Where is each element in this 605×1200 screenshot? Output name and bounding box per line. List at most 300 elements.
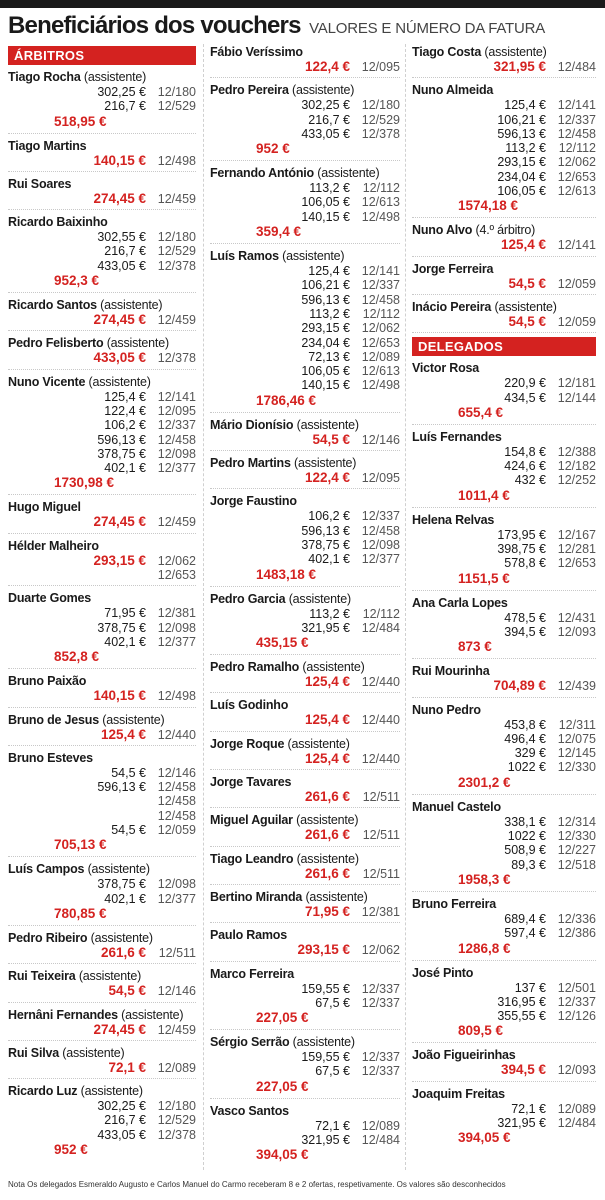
voucher-line bbox=[8, 877, 196, 891]
voucher-line bbox=[8, 1099, 196, 1113]
beneficiary-entry bbox=[210, 851, 400, 885]
voucher-amount: 159,55 € bbox=[301, 1050, 350, 1065]
beneficiary-role: (assistente) bbox=[100, 298, 163, 313]
beneficiary-name bbox=[8, 375, 196, 390]
voucher-line bbox=[8, 1061, 196, 1075]
voucher-amount: 274,45 € bbox=[93, 514, 146, 530]
voucher-line bbox=[8, 1128, 196, 1142]
voucher-line bbox=[8, 635, 196, 649]
beneficiary-role: (assistente) bbox=[62, 1045, 125, 1060]
voucher-line bbox=[210, 350, 400, 364]
voucher-line bbox=[8, 621, 196, 635]
voucher-line bbox=[8, 606, 196, 620]
beneficiary-name bbox=[8, 751, 196, 766]
beneficiary-entry bbox=[8, 214, 196, 293]
voucher-line bbox=[412, 625, 596, 639]
beneficiary-entry bbox=[8, 930, 196, 964]
page-title: Beneficiários dos vouchers bbox=[8, 12, 301, 39]
invoice-number: 12/141 bbox=[361, 264, 400, 279]
invoice-number: 12/529 bbox=[157, 99, 196, 114]
voucher-amount: 67,5 € bbox=[315, 1064, 350, 1079]
beneficiary-entry bbox=[210, 493, 400, 586]
beneficiary-entry bbox=[412, 595, 596, 660]
beneficiary-role: (assistente) bbox=[484, 45, 547, 59]
invoice-number: 12/378 bbox=[157, 258, 196, 273]
beneficiary-role: (assistente) bbox=[90, 930, 153, 945]
beneficiary-role: (assistente) bbox=[106, 336, 169, 351]
invoice-number: 12/378 bbox=[361, 126, 400, 141]
beneficiary-entry bbox=[210, 417, 400, 451]
voucher-line bbox=[210, 996, 400, 1010]
voucher-line bbox=[8, 461, 196, 475]
invoice-number: 12/095 bbox=[157, 403, 196, 418]
beneficiary-name-text: Vasco Santos bbox=[210, 1103, 289, 1118]
column-2 bbox=[210, 44, 400, 1170]
invoice-number: 12/511 bbox=[362, 790, 400, 805]
beneficiary-name-text: Jorge Ferreira bbox=[412, 261, 494, 276]
invoice-number: 12/330 bbox=[557, 760, 596, 775]
voucher-amount: 54,5 € bbox=[111, 823, 146, 838]
voucher-total: 227,05 € bbox=[256, 1010, 309, 1026]
voucher-total: 1958,3 € bbox=[458, 871, 511, 887]
invoice-number: 12/377 bbox=[157, 634, 196, 649]
voucher-line bbox=[412, 277, 596, 291]
voucher-amount: 578,8 € bbox=[504, 556, 546, 571]
voucher-amount: 378,75 € bbox=[97, 446, 146, 461]
beneficiary-entry bbox=[210, 82, 400, 161]
beneficiary-entry bbox=[412, 82, 596, 218]
voucher-amount: 596,13 € bbox=[97, 432, 146, 447]
voucher-total: 655,4 € bbox=[458, 404, 504, 420]
voucher-line bbox=[210, 538, 400, 552]
voucher-amount: 402,1 € bbox=[104, 461, 146, 476]
voucher-amount: 125,4 € bbox=[104, 389, 146, 404]
beneficiary-entry bbox=[412, 896, 596, 961]
voucher-amount: 596,13 € bbox=[301, 292, 350, 307]
voucher-line bbox=[210, 621, 400, 635]
voucher-amount: 597,4 € bbox=[504, 926, 546, 941]
voucher-line bbox=[210, 790, 400, 804]
voucher-amount: 321,95 € bbox=[493, 59, 546, 74]
voucher-amount: 402,1 € bbox=[308, 552, 350, 567]
voucher-line bbox=[8, 946, 196, 960]
beneficiary-name bbox=[8, 70, 196, 85]
voucher-line bbox=[412, 98, 596, 112]
voucher-line bbox=[8, 85, 196, 99]
voucher-amount: 293,15 € bbox=[93, 552, 146, 568]
beneficiary-name-text: Luís Fernandes bbox=[412, 429, 502, 444]
invoice-number: 12/459 bbox=[157, 313, 196, 328]
voucher-line bbox=[412, 60, 596, 74]
voucher-amount: 433,05 € bbox=[97, 258, 146, 273]
beneficiary-entry bbox=[210, 165, 400, 244]
voucher-amount: 72,1 € bbox=[511, 1101, 546, 1116]
voucher-amount: 508,9 € bbox=[504, 843, 546, 858]
beneficiary-name bbox=[210, 813, 400, 828]
voucher-line bbox=[8, 1113, 196, 1127]
invoice-number: 12/458 bbox=[557, 126, 596, 141]
voucher-line bbox=[210, 867, 400, 881]
beneficiary-role: (assistente) bbox=[87, 862, 150, 877]
beneficiary-name-text: Pedro Pereira bbox=[210, 83, 289, 98]
invoice-number: 12/377 bbox=[157, 461, 196, 476]
beneficiary-entry bbox=[8, 590, 196, 669]
invoice-number: 12/529 bbox=[157, 1113, 196, 1128]
beneficiary-name-text: Tiago Rocha bbox=[8, 70, 81, 84]
voucher-line bbox=[412, 760, 596, 774]
voucher-amount: 122,4 € bbox=[304, 59, 350, 74]
voucher-line bbox=[412, 170, 596, 184]
voucher-line bbox=[412, 113, 596, 127]
invoice-number: 12/098 bbox=[157, 446, 196, 461]
voucher-line bbox=[8, 433, 196, 447]
voucher-amount: 106,21 € bbox=[301, 278, 350, 293]
beneficiary-name-text: Hugo Miguel bbox=[8, 500, 81, 515]
voucher-amount: 122,4 € bbox=[304, 470, 350, 486]
voucher-amount: 125,4 € bbox=[304, 712, 350, 728]
invoice-number: 12/459 bbox=[157, 1022, 196, 1037]
voucher-total: 952 € bbox=[256, 141, 290, 157]
beneficiary-entry bbox=[210, 889, 400, 923]
beneficiary-name bbox=[412, 664, 596, 679]
voucher-line bbox=[8, 892, 196, 906]
voucher-line bbox=[8, 554, 196, 568]
invoice-number: 12/141 bbox=[157, 389, 196, 404]
voucher-total: 1151,5 € bbox=[458, 570, 510, 586]
beneficiary-role: (assistente) bbox=[292, 1035, 355, 1050]
voucher-total: 1786,46 € bbox=[256, 392, 317, 408]
voucher-line bbox=[210, 607, 400, 621]
beneficiary-name-text: Inácio Pereira bbox=[412, 299, 492, 314]
voucher-line bbox=[8, 809, 196, 823]
invoice-number: 12/653 bbox=[557, 169, 596, 184]
voucher-line bbox=[210, 1133, 400, 1147]
voucher-line bbox=[412, 746, 596, 760]
voucher-line bbox=[210, 127, 400, 141]
invoice-number: 12/112 bbox=[362, 306, 400, 321]
invoice-number: 12/653 bbox=[157, 568, 196, 583]
beneficiary-name bbox=[210, 660, 400, 675]
beneficiary-name-text: Bruno Ferreira bbox=[412, 896, 497, 911]
invoice-number: 12/386 bbox=[557, 926, 596, 941]
beneficiary-name-text: Tiago Leandro bbox=[210, 851, 294, 866]
beneficiary-entry bbox=[412, 663, 596, 697]
voucher-amount: 67,5 € bbox=[315, 995, 350, 1010]
beneficiary-name bbox=[210, 166, 400, 181]
invoice-number: 12/459 bbox=[157, 191, 196, 206]
beneficiary-entry bbox=[8, 750, 196, 857]
voucher-amount: 72,13 € bbox=[308, 349, 350, 364]
invoice-number: 12/498 bbox=[157, 689, 196, 704]
voucher-line bbox=[8, 728, 196, 742]
voucher-amount: 453,8 € bbox=[504, 717, 546, 732]
voucher-line bbox=[8, 794, 196, 808]
beneficiary-entry bbox=[210, 248, 400, 413]
beneficiary-role: (assistente) bbox=[296, 417, 359, 432]
voucher-amount: 140,15 € bbox=[301, 209, 350, 224]
beneficiary-name-text: Pedro Ribeiro bbox=[8, 930, 88, 945]
beneficiary-name-text: Pedro Martins bbox=[210, 456, 291, 471]
voucher-line bbox=[412, 459, 596, 473]
beneficiary-name bbox=[412, 223, 596, 238]
voucher-amount: 54,5 € bbox=[108, 983, 146, 999]
voucher-line bbox=[412, 184, 596, 198]
voucher-amount: 704,89 € bbox=[493, 678, 546, 694]
invoice-number: 12/511 bbox=[158, 945, 196, 960]
column-divider bbox=[203, 44, 204, 1170]
beneficiary-name-text: Sérgio Serrão bbox=[210, 1035, 290, 1050]
voucher-line bbox=[8, 244, 196, 258]
voucher-line bbox=[210, 905, 400, 919]
voucher-amount: 125,4 € bbox=[500, 237, 546, 253]
voucher-amount: 596,13 € bbox=[97, 780, 146, 795]
beneficiary-name bbox=[412, 897, 596, 912]
beneficiary-name-text: José Pinto bbox=[412, 965, 474, 980]
voucher-line bbox=[412, 1102, 596, 1116]
beneficiary-name bbox=[210, 928, 400, 943]
invoice-number: 12/458 bbox=[361, 292, 400, 307]
invoice-number: 12/440 bbox=[361, 713, 400, 728]
invoice-number: 12/095 bbox=[361, 60, 400, 74]
voucher-line bbox=[412, 542, 596, 556]
beneficiary-role: (assistente) bbox=[305, 889, 368, 904]
voucher-amount: 216,7 € bbox=[104, 1113, 146, 1128]
page-subtitle: VALORES E NÚMERO DA FATURA bbox=[309, 20, 546, 37]
beneficiary-entry bbox=[412, 360, 596, 425]
column-1 bbox=[8, 44, 196, 1165]
beneficiary-name bbox=[412, 966, 596, 981]
voucher-line bbox=[8, 351, 196, 365]
beneficiary-name bbox=[210, 890, 400, 905]
beneficiary-name-text: Miguel Aguilar bbox=[210, 813, 293, 828]
invoice-number: 12/126 bbox=[557, 1009, 596, 1024]
voucher-amount: 54,5 € bbox=[508, 275, 546, 291]
beneficiary-name bbox=[412, 83, 596, 98]
invoice-number: 12/098 bbox=[157, 877, 196, 892]
beneficiary-name bbox=[412, 1087, 596, 1102]
voucher-amount: 113,2 € bbox=[309, 181, 350, 196]
beneficiary-name-text: Ana Carla Lopes bbox=[412, 595, 508, 610]
voucher-line bbox=[412, 391, 596, 405]
beneficiary-name-text: Rui Mourinha bbox=[412, 664, 490, 679]
voucher-amount: 402,1 € bbox=[104, 891, 146, 906]
top-bar bbox=[0, 0, 605, 8]
voucher-line bbox=[412, 1063, 596, 1077]
voucher-amount: 261,6 € bbox=[304, 789, 350, 805]
invoice-number: 12/431 bbox=[557, 610, 596, 625]
voucher-amount: 89,3 € bbox=[511, 857, 546, 872]
voucher-amount: 125,4 € bbox=[504, 98, 546, 113]
beneficiary-name-text: Victor Rosa bbox=[412, 361, 480, 376]
voucher-total: 1286,8 € bbox=[458, 940, 511, 956]
voucher-line bbox=[412, 815, 596, 829]
voucher-line bbox=[210, 471, 400, 485]
invoice-number: 12/311 bbox=[558, 717, 596, 732]
voucher-amount: 72,1 € bbox=[315, 1118, 350, 1133]
voucher-amount: 106,05 € bbox=[497, 184, 546, 199]
voucher-line bbox=[412, 981, 596, 995]
invoice-number: 12/377 bbox=[361, 552, 400, 567]
beneficiary-name bbox=[412, 703, 596, 718]
section-header: ÁRBITROS bbox=[8, 46, 196, 65]
voucher-total: 2301,2 € bbox=[458, 774, 511, 790]
beneficiary-entry bbox=[210, 774, 400, 808]
beneficiary-name-text: Fernando António bbox=[210, 166, 314, 181]
beneficiary-name bbox=[8, 139, 196, 154]
beneficiary-name bbox=[8, 674, 196, 689]
invoice-number: 12/093 bbox=[557, 1063, 596, 1078]
invoice-number: 12/062 bbox=[361, 943, 400, 958]
voucher-amount: 140,15 € bbox=[93, 688, 146, 704]
voucher-total: 359,4 € bbox=[256, 224, 302, 240]
invoice-number: 12/089 bbox=[361, 349, 400, 364]
beneficiary-name bbox=[210, 45, 400, 60]
voucher-amount: 137 € bbox=[514, 980, 546, 995]
voucher-amount: 216,7 € bbox=[104, 99, 146, 114]
voucher-total: 952,3 € bbox=[54, 273, 100, 289]
invoice-number: 12/330 bbox=[557, 829, 596, 844]
beneficiary-name-text: Fábio Veríssimo bbox=[210, 45, 303, 59]
beneficiary-entry bbox=[8, 297, 196, 331]
voucher-line bbox=[8, 515, 196, 529]
invoice-number: 12/484 bbox=[361, 620, 400, 635]
voucher-amount: 293,15 € bbox=[301, 321, 350, 336]
invoice-number: 12/439 bbox=[557, 679, 596, 694]
voucher-amount: 122,4 € bbox=[104, 403, 146, 418]
beneficiary-entry bbox=[8, 968, 196, 1002]
voucher-amount: 261,6 € bbox=[304, 827, 350, 843]
beneficiary-entry bbox=[8, 1045, 196, 1079]
beneficiary-name-text: Rui Soares bbox=[8, 176, 72, 191]
voucher-line bbox=[210, 98, 400, 112]
beneficiary-name-text: Pedro Garcia bbox=[210, 591, 286, 606]
invoice-number: 12/146 bbox=[157, 765, 196, 780]
invoice-number: 12/501 bbox=[557, 980, 596, 995]
invoice-number: 12/337 bbox=[361, 995, 400, 1010]
beneficiary-name bbox=[412, 45, 596, 60]
invoice-number: 12/141 bbox=[557, 98, 596, 113]
beneficiary-name bbox=[8, 713, 196, 728]
beneficiary-name bbox=[8, 591, 196, 606]
invoice-number: 12/337 bbox=[361, 981, 400, 996]
invoice-number: 12/098 bbox=[157, 620, 196, 635]
voucher-amount: 220,9 € bbox=[504, 376, 546, 391]
beneficiary-name bbox=[210, 456, 400, 471]
beneficiary-name-text: Duarte Gomes bbox=[8, 591, 92, 606]
voucher-line bbox=[412, 141, 596, 155]
voucher-total: 518,95 € bbox=[54, 113, 107, 129]
voucher-amount: 140,15 € bbox=[93, 152, 146, 168]
invoice-number: 12/484 bbox=[557, 1115, 596, 1130]
beneficiary-entry bbox=[210, 1034, 400, 1099]
beneficiary-name bbox=[8, 336, 196, 351]
voucher-amount: 1022 € bbox=[507, 760, 546, 775]
beneficiary-name bbox=[8, 215, 196, 230]
beneficiary-name bbox=[210, 737, 400, 752]
voucher-amount: 216,7 € bbox=[308, 112, 350, 127]
voucher-amount: 596,13 € bbox=[301, 523, 350, 538]
invoice-number: 12/518 bbox=[557, 857, 596, 872]
voucher-amount: 125,4 € bbox=[304, 750, 350, 766]
beneficiary-name bbox=[8, 862, 196, 877]
voucher-amount: 113,2 € bbox=[309, 306, 350, 321]
beneficiary-entry bbox=[210, 697, 400, 731]
invoice-number: 12/093 bbox=[557, 624, 596, 639]
beneficiary-role: (assistente) bbox=[287, 736, 350, 751]
voucher-amount: 433,05 € bbox=[93, 350, 146, 366]
invoice-number: 12/146 bbox=[361, 432, 400, 447]
invoice-number: 12/062 bbox=[361, 321, 400, 336]
invoice-number: 12/511 bbox=[362, 828, 400, 843]
invoice-number: 12/484 bbox=[361, 1132, 400, 1147]
invoice-number: 12/458 bbox=[157, 794, 196, 809]
beneficiary-name bbox=[8, 500, 196, 515]
voucher-amount: 302,25 € bbox=[97, 1099, 146, 1114]
invoice-number: 12/529 bbox=[157, 244, 196, 259]
beneficiary-name bbox=[412, 800, 596, 815]
voucher-line bbox=[210, 307, 400, 321]
voucher-amount: 54,5 € bbox=[508, 313, 546, 329]
invoice-number: 12/314 bbox=[557, 814, 596, 829]
voucher-line bbox=[210, 278, 400, 292]
beneficiary-name-text: Luís Godinho bbox=[210, 698, 289, 713]
voucher-line bbox=[8, 192, 196, 206]
voucher-total: 873 € bbox=[458, 639, 492, 655]
invoice-number: 12/098 bbox=[361, 537, 400, 552]
beneficiary-entry bbox=[412, 1086, 596, 1150]
voucher-line bbox=[210, 113, 400, 127]
beneficiary-role: (assistente) bbox=[102, 712, 165, 727]
voucher-line bbox=[8, 780, 196, 794]
voucher-line bbox=[8, 390, 196, 404]
voucher-line bbox=[210, 524, 400, 538]
voucher-amount: 106,21 € bbox=[497, 112, 546, 127]
beneficiary-name-text: Nuno Almeida bbox=[412, 83, 494, 98]
invoice-number: 12/378 bbox=[157, 351, 196, 366]
voucher-line bbox=[8, 154, 196, 168]
beneficiary-name bbox=[8, 931, 196, 946]
beneficiary-entry bbox=[210, 966, 400, 1031]
beneficiary-name-text: Bruno de Jesus bbox=[8, 712, 99, 727]
beneficiary-entry bbox=[412, 299, 596, 333]
beneficiary-name bbox=[210, 494, 400, 509]
voucher-amount: 293,15 € bbox=[497, 155, 546, 170]
voucher-line bbox=[412, 1009, 596, 1023]
voucher-amount: 106,05 € bbox=[301, 195, 350, 210]
page-header bbox=[8, 12, 545, 40]
beneficiary-entry bbox=[8, 374, 196, 496]
invoice-number: 12/613 bbox=[361, 364, 400, 379]
invoice-number: 12/075 bbox=[557, 731, 596, 746]
invoice-number: 12/112 bbox=[362, 181, 400, 196]
voucher-amount: 689,4 € bbox=[504, 911, 546, 926]
invoice-number: 12/440 bbox=[361, 675, 400, 690]
invoice-number: 12/498 bbox=[361, 378, 400, 393]
voucher-total: 852,8 € bbox=[54, 649, 100, 665]
voucher-line bbox=[210, 364, 400, 378]
voucher-line bbox=[210, 943, 400, 957]
voucher-amount: 402,1 € bbox=[104, 634, 146, 649]
invoice-number: 12/337 bbox=[361, 509, 400, 524]
beneficiary-role: (assistente) bbox=[88, 374, 151, 389]
voucher-line bbox=[210, 321, 400, 335]
beneficiary-name-text: Bruno Paixão bbox=[8, 674, 87, 689]
voucher-total: 1574,18 € bbox=[458, 198, 519, 214]
voucher-line bbox=[412, 1116, 596, 1130]
beneficiary-name-text: Hernâni Fernandes bbox=[8, 1007, 118, 1022]
voucher-line bbox=[412, 843, 596, 857]
invoice-number: 12/440 bbox=[157, 727, 196, 742]
